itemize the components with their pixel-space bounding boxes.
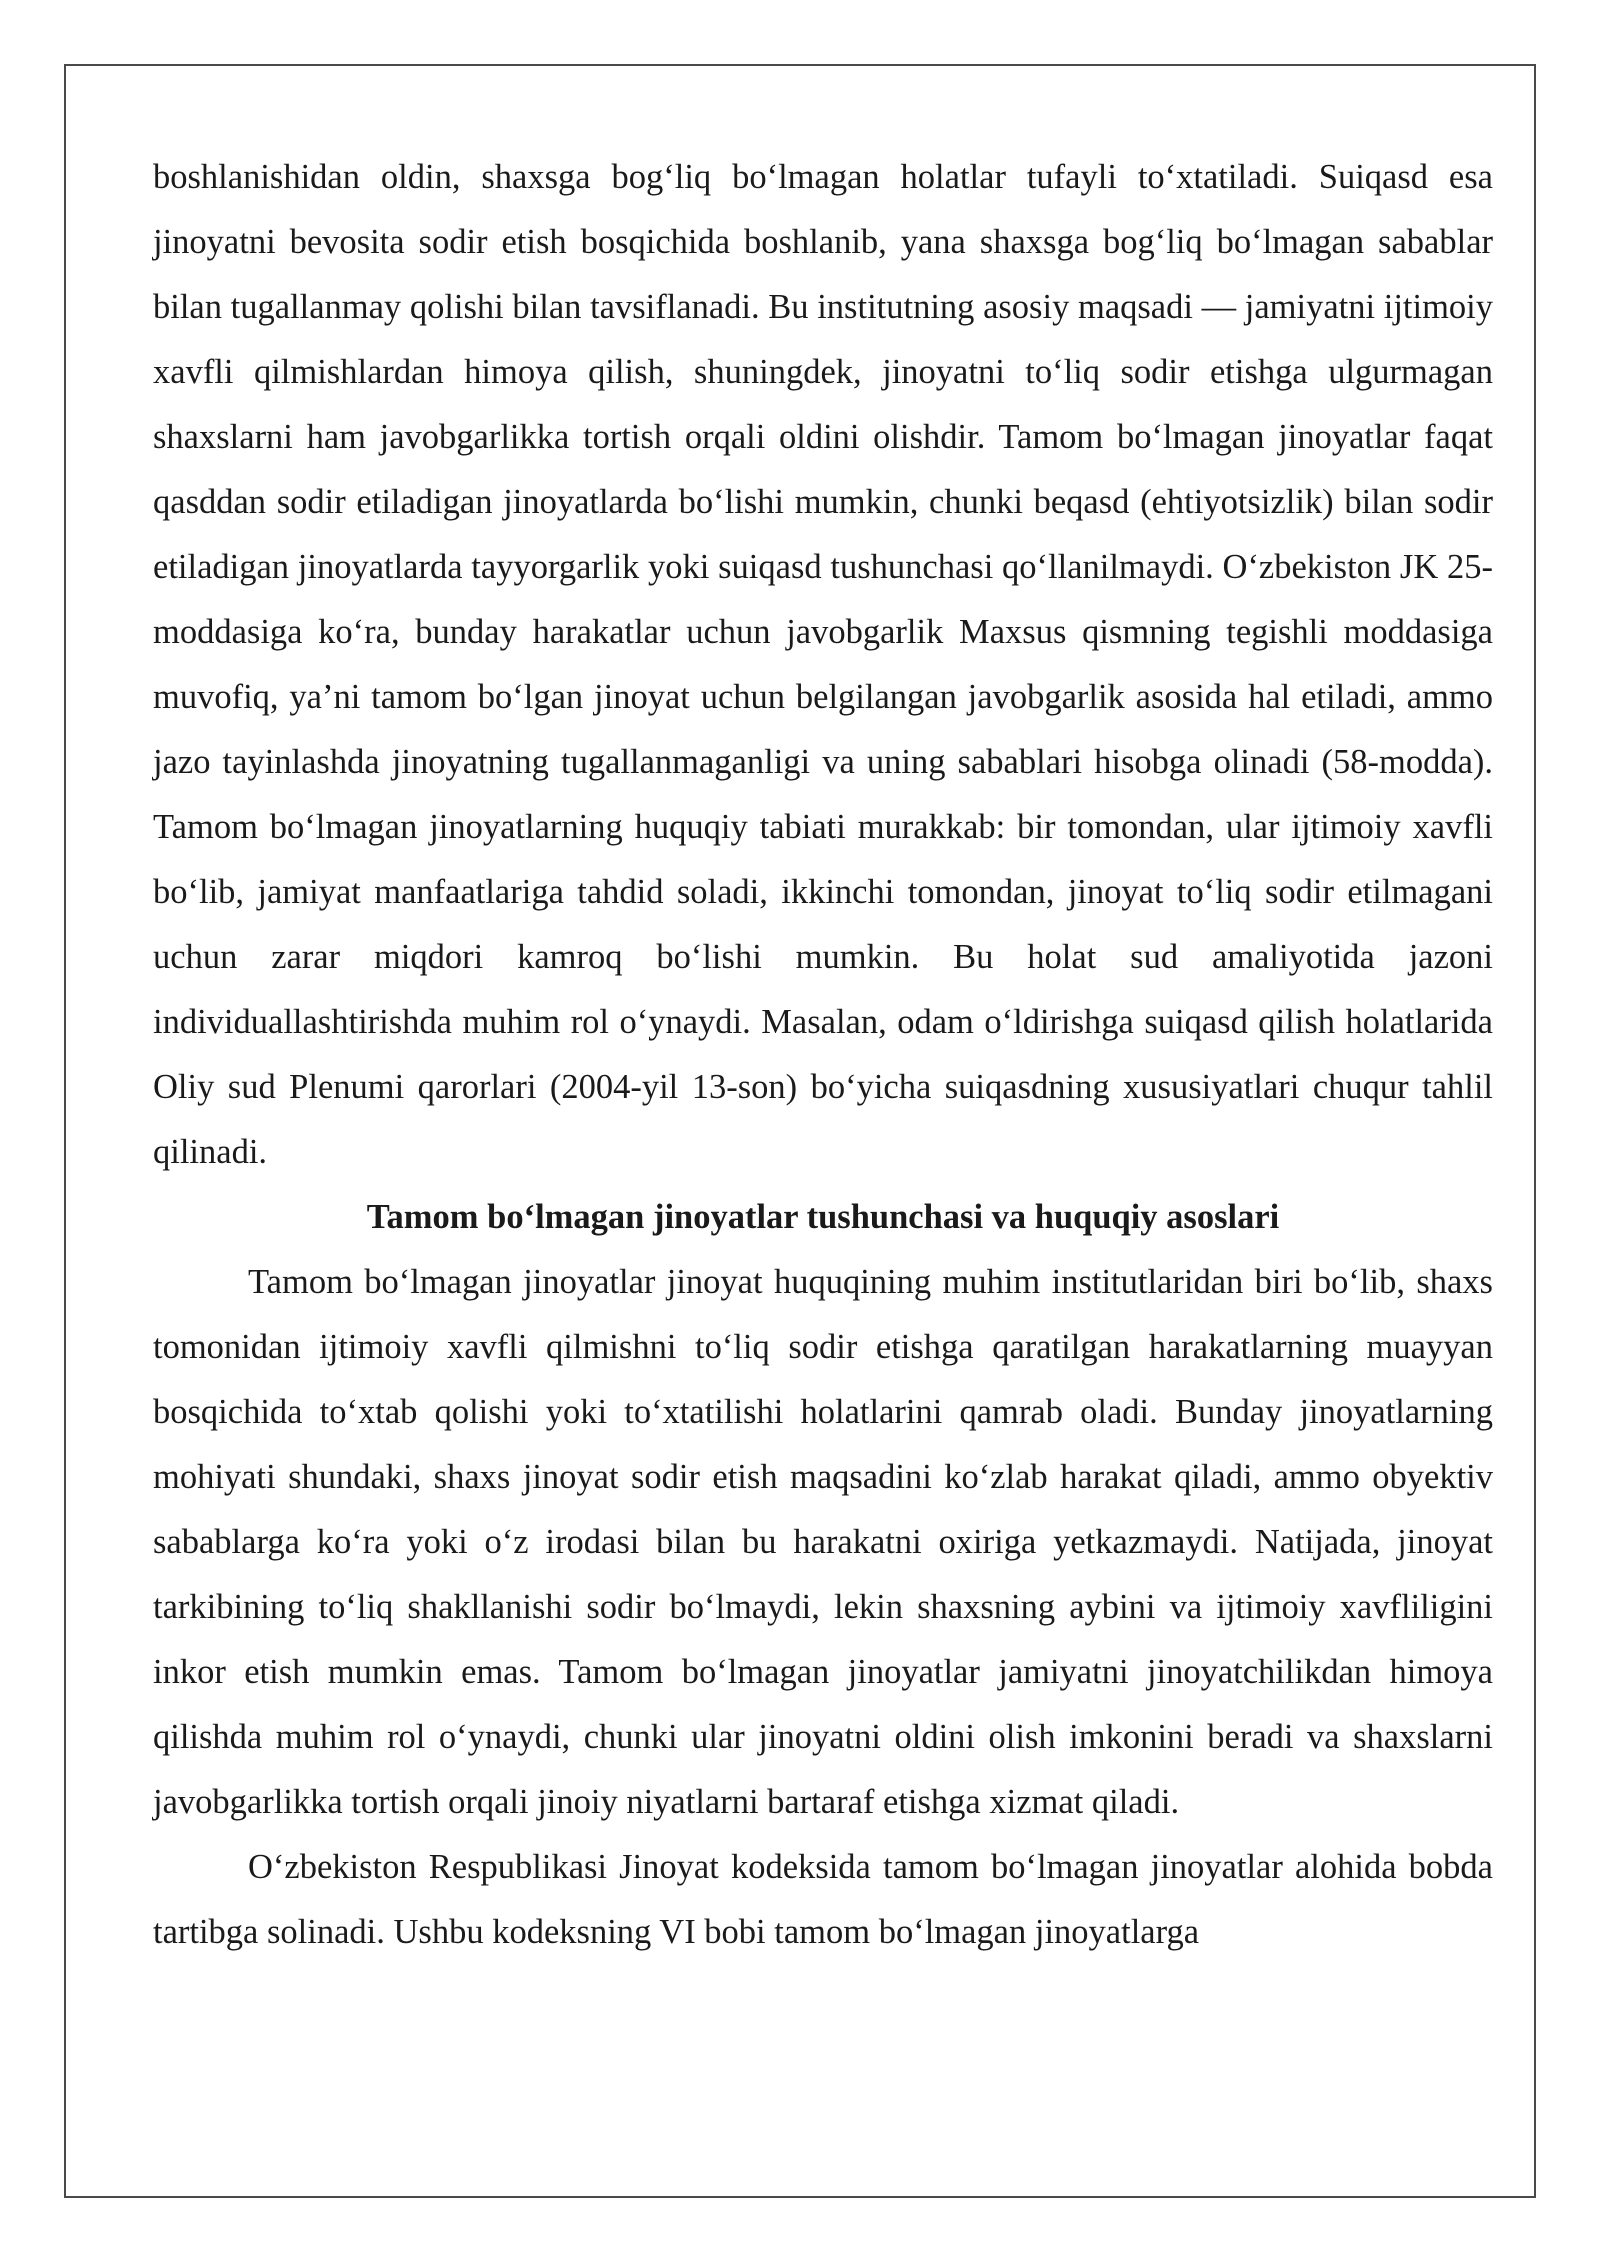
section-heading: Tamom bo‘lmagan jinoyatlar tushunchasi va huquqiy asoslari [366, 1198, 1280, 1236]
page-content [153, 145, 1493, 1965]
body-paragraph: O‘zbekiston Respublikasi Jinoyat kodeksida tamom bo‘lmagan jinoyatlar alohida bobda tartibga solinadi. Ushbu kodeksning VI bobi tamom bo‘lmagan jinoyatlarga [153, 1848, 1493, 1951]
body-paragraph-continued: boshlanishidan oldin, shaxsga bog‘liq bo‘lmagan holatlar tufayli to‘xtatiladi. Suiqasd esa jinoyatni bevosita sodir etish bosqichida boshlanib, yana shaxsga bog‘liq bo‘lmagan sabablar bilan tugallanmay qolishi bilan tavsiflanadi. Bu institutning asosiy maqsadi — jamiyatni ijtimoiy xavfli qilmishlardan himoya qilish, shuningdek, jinoyatni to‘liq sodir etishga ulgurmagan shaxslarni ham javobgarlikka tortish orqali oldini olishdir. Tamom bo‘lmagan jinoyatlar faqat qasddan sodir etiladigan jinoyatlarda bo‘lishi mumkin, chunki beqasd (ehtiyotsizlik) bilan sodir etiladigan jinoyatlarda tayyorgarlik yoki suiqasd tushunchasi qo‘llanilmaydi. O‘zbekiston JK 25-moddasiga ko‘ra, bunday harakatlar uchun javobgarlik Maxsus qismning tegishli moddasiga muvofiq, ya’ni tamom bo‘lgan jinoyat uchun belgilangan javobgarlik asosida hal etiladi, ammo jazo tayinlashda jinoyatning tugallanmaganligi va uning sabablari hisobga olinadi (58-modda). Tamom bo‘lmagan jinoyatlarning huquqiy tabiati murakkab: bir tomondan, ular ijtimoiy xavfli bo‘lib, jamiyat manfaatlariga tahdid soladi, ikkinchi tomondan, jinoyat to‘liq sodir etilmagani uchun zarar miqdori kamroq bo‘lishi mumkin. Bu holat sud amaliyotida jazoni individuallashtirishda muhim rol o‘ynaydi. Masalan, odam o‘ldirishga suiqasd qilish holatlarida Oliy sud Plenumi qarorlari (2004-yil 13-son) bo‘yicha suiqasdning xususiyatlari chuqur tahlil qilinadi. [153, 158, 1493, 1171]
body-paragraph: Tamom bo‘lmagan jinoyatlar jinoyat huquqining muhim institutlaridan biri bo‘lib, shaxs tomonidan ijtimoiy xavfli qilmishni to‘liq sodir etishga qaratilgan harakatlarning muayyan bosqichida to‘xtab qolishi yoki to‘xtatilishi holatlarini qamrab oladi. Bunday jinoyatlarning mohiyati shundaki, shaxs jinoyat sodir etish maqsadini ko‘zlab harakat qiladi, ammo obyektiv sabablarga ko‘ra yoki o‘z irodasi bilan bu harakatni oxiriga yetkazmaydi. Natijada, jinoyat tarkibining to‘liq shakllanishi sodir bo‘lmaydi, lekin shaxsning aybini va ijtimoiy xavfliligini inkor etish mumkin emas. Tamom bo‘lmagan jinoyatlar jamiyatni jinoyatchilikdan himoya qilishda muhim rol o‘ynaydi, chunki ular jinoyatni oldini olish imkonini beradi va shaxslarni javobgarlikka tortish orqali jinoiy niyatlarni bartaraf etishga xizmat qiladi. [153, 1263, 1493, 1821]
